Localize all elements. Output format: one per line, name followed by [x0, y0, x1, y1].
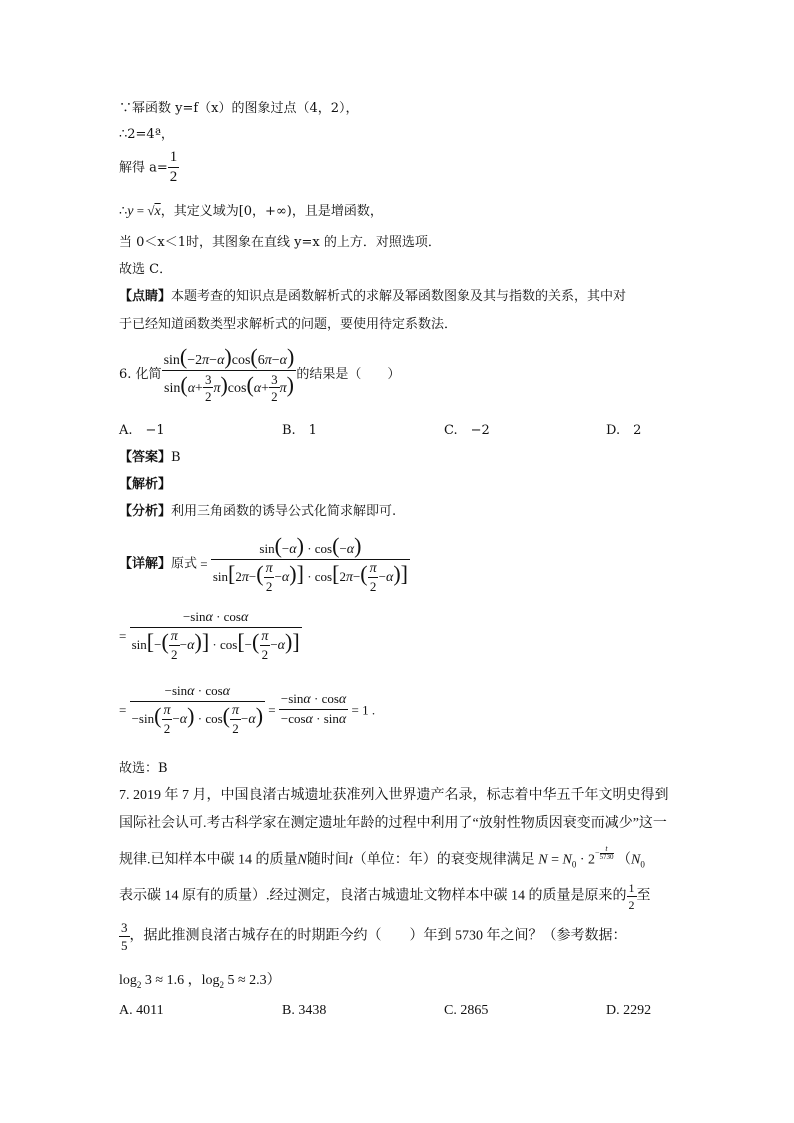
- math-fraction: $\frac{1}{2}$: [169, 149, 178, 185]
- option-b: B. 3438: [282, 1003, 327, 1018]
- text-span: 表示碳 14 原有的质量）.经过测定，良渚古城遗址文物样本中碳 14 的质量是原来的: [119, 888, 627, 904]
- section-tag: 【分析】: [119, 504, 172, 519]
- text-span: （单位：年）的衰变规律满足: [352, 852, 535, 868]
- text-line: 于已经知道函数类型求解析式的问题，要使用待定系数法．: [119, 317, 458, 332]
- math-fraction: −sinα · cosα −sin( $\frac{\pi}{2}$ −α) · cos( $\frac{\pi}{2}$ −α): [131, 683, 264, 737]
- question-6: [119, 345, 400, 404]
- text-span: ，其定义域为[0，+∞)，且是增函数，: [160, 204, 383, 219]
- section-tag: 【解析】: [119, 477, 172, 492]
- text-span: ）: [266, 973, 281, 988]
- solution-step-2: = −sinα · cosα sin[−( $\frac{\pi}{2}$ −α)] · cos[−( $\frac{\pi}{2}$ −α)]: [119, 609, 300, 663]
- analysis-heading: [119, 478, 171, 491]
- math-fraction: $\frac{-\sin\alpha \cdot \cos\alpha}{-\cos\alpha \cdot \sin\alpha}$: [280, 691, 347, 727]
- text-span: 的结果是（ ）: [296, 367, 401, 383]
- text-span: ，据此推测良渚古城存在的时期距今约（ ）年到 5730 年之间？（参考数据：: [129, 928, 627, 944]
- solution-step-3: = −sinα · cosα −sin( $\frac{\pi}{2}$ −α) · cos( $\frac{\pi}{2}$ −α) = $\frac{-\sin\alpha \cdot \cos\alpha}{-\cos\alpha \cdot \sin\alpha}$ = 1 .: [119, 683, 376, 737]
- math-fraction: $\frac{3}{5}$: [121, 920, 128, 953]
- option-d: D. 2: [606, 423, 642, 438]
- text-line: ∴2=4ª，: [119, 127, 174, 142]
- section-tag: 【点睛】: [119, 289, 172, 304]
- question-7-line-1: 7. 2019 年 7 月，中国良渚古城遗址获准列入世界遗产名录，标志着中华五千年文明史得到: [119, 788, 669, 803]
- text-line: [119, 290, 626, 303]
- option-a: A. −1: [119, 423, 165, 438]
- section-tag: 【答案】: [119, 450, 172, 465]
- text-span: 原式: [171, 556, 198, 572]
- solution-step-1: 【详解】原式 = sin(−α) · cos(−α) sin[2π−( $\frac{\pi}{2}$ −α)] · cos[2π−( $\frac{\pi}{2}$ −α)]: [119, 533, 408, 595]
- text-span: 本题考查的知识点是函数解析式的求解及幂函数图象及其与指数的关系，其中对: [171, 289, 627, 304]
- math-fraction: sin(−α) · cos(−α) sin[2π−( $\frac{\pi}{2}$ −α)] · cos[2π−( $\frac{\pi}{2}$ −α)]: [212, 533, 408, 595]
- question-number: 6.: [119, 367, 132, 383]
- option-d: D. 2292: [606, 1003, 652, 1018]
- text-span: 至: [636, 888, 651, 904]
- text-line: ∵幂函数 y=f（x）的图象过点（4，2），: [119, 101, 359, 116]
- option-c: C. 2865: [444, 1003, 489, 1018]
- text-span: 化简: [135, 367, 162, 383]
- question-7-line-6: $\log_2 3 \approx 1.6$ ，$\log_2 5 \approx 2.3$）: [119, 973, 281, 990]
- text-line: 当 0＜x＜1时，其图象在直线 y=x 的上方．对照选项．: [119, 235, 441, 250]
- question-7-line-3: 规律.已知样本中碳 14 的质量N随时间t（单位：年）的衰变规律满足 $N = N_0 \cdot 2^{- \frac{t}{5730}}$ （$N_0$: [119, 844, 645, 870]
- math-fraction: $\frac{1}{2}$: [628, 881, 635, 912]
- conclusion: 故选：B: [119, 761, 168, 776]
- math-fraction: sin(−2π−α)cos(6π−α) sin(α+ $\frac{3}{2}$ π)cos(α+ $\frac{3}{2}$ π): [163, 344, 295, 405]
- section-tag: 【详解】: [119, 556, 172, 572]
- text-line: ∴y = √x，其定义域为[0，+∞)，且是增函数，: [119, 203, 383, 219]
- question-7-line-2: 国际社会认可.考古科学家在测定遗址年龄的过程中利用了“放射性物质因衰变而减少”这一: [119, 816, 667, 831]
- answer-value: B: [171, 450, 181, 465]
- question-7-line-5: [119, 921, 627, 952]
- math-fraction: −sinα · cosα sin[−( $\frac{\pi}{2}$ −α)] · cos[−( $\frac{\pi}{2}$ −α)]: [131, 609, 300, 663]
- text-line: [119, 150, 179, 186]
- text-line: 故选 C．: [119, 262, 173, 277]
- text-span: 随时间: [306, 852, 349, 868]
- option-c: C. −2: [444, 423, 490, 438]
- analysis-line: [119, 505, 396, 518]
- answer-line: [119, 451, 181, 464]
- option-b: B. 1: [282, 423, 317, 438]
- question-7-line-4: [119, 882, 651, 911]
- text-span: ∴: [119, 204, 128, 219]
- text-span: 解得 a=: [119, 160, 168, 176]
- text-span: 利用三角函数的诱导公式化简求解即可.: [171, 504, 397, 519]
- option-a: A. 4011: [119, 1003, 164, 1018]
- text-span: 规律.已知样本中碳 14 的质量: [119, 852, 298, 868]
